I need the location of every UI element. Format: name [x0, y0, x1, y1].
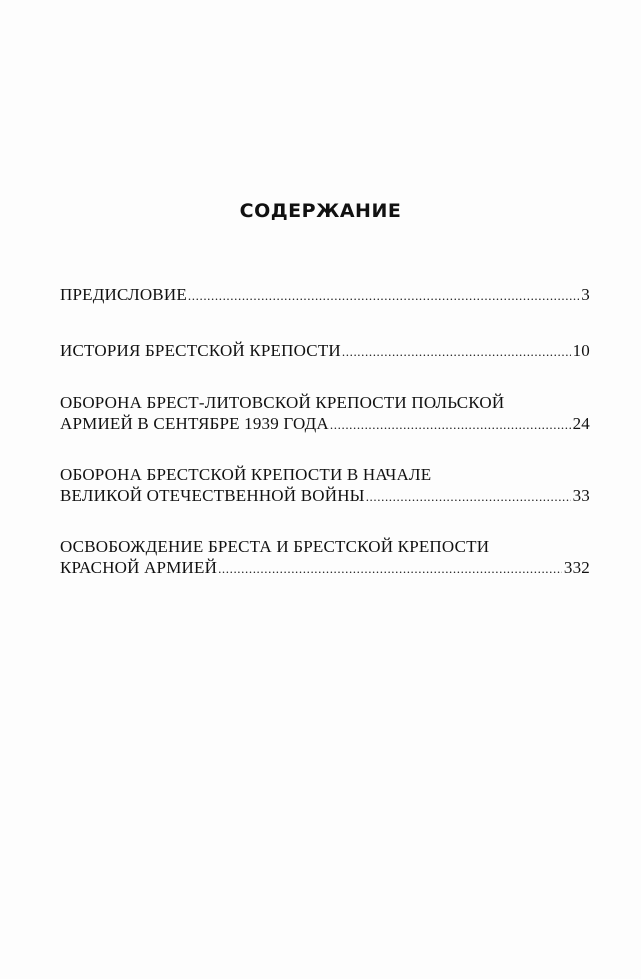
toc-entry-title-line-2: АРМИЕЙ В СЕНТЯБРЕ 1939 ГОДА	[60, 414, 329, 433]
toc-entry-line	[60, 340, 590, 362]
toc-page-number: 33	[572, 486, 590, 505]
toc-entry-preface[interactable]	[60, 284, 590, 306]
toc-entry-line	[60, 485, 590, 507]
toc-page-number: 10	[572, 341, 590, 360]
toc-page-number: 24	[572, 414, 590, 433]
toc-heading: СОДЕРЖАНИЕ	[239, 200, 402, 222]
toc-entry-defense-1941[interactable]	[60, 464, 590, 507]
dot-leader	[342, 341, 571, 362]
dot-leader	[218, 558, 562, 579]
toc-entry-fortress-history[interactable]	[60, 340, 590, 362]
toc-entry-title-line-1: ОБОРОНА БРЕСТ-ЛИТОВСКОЙ КРЕПОСТИ ПОЛЬСКОЙ	[60, 393, 505, 412]
table-of-contents	[60, 284, 590, 579]
toc-entry-title-line-2: КРАСНОЙ АРМИЕЙ	[60, 558, 218, 577]
toc-entry-line	[60, 557, 590, 579]
toc-entry-title-line-2: ВЕЛИКОЙ ОТЕЧЕСТВЕННОЙ ВОЙНЫ	[60, 486, 365, 505]
toc-entry-title: ИСТОРИЯ БРЕСТСКОЙ КРЕПОСТИ	[60, 341, 341, 360]
dot-leader	[330, 414, 571, 435]
toc-page-number: 3	[581, 285, 590, 304]
toc-entry-title: ПРЕДИСЛОВИЕ	[60, 285, 187, 304]
toc-entry-liberation[interactable]	[60, 536, 590, 579]
dot-leader	[188, 285, 579, 306]
toc-entry-line	[60, 284, 590, 306]
toc-page-number: 332	[563, 558, 590, 577]
toc-entry-line	[60, 413, 590, 435]
dot-leader	[366, 486, 571, 507]
toc-entry-defense-1939[interactable]	[60, 392, 590, 435]
toc-entry-title-line-1: ОСВОБОЖДЕНИЕ БРЕСТА И БРЕСТСКОЙ КРЕПОСТИ	[60, 537, 490, 556]
toc-entry-title-line-1: ОБОРОНА БРЕСТСКОЙ КРЕПОСТИ В НАЧАЛЕ	[60, 465, 432, 484]
